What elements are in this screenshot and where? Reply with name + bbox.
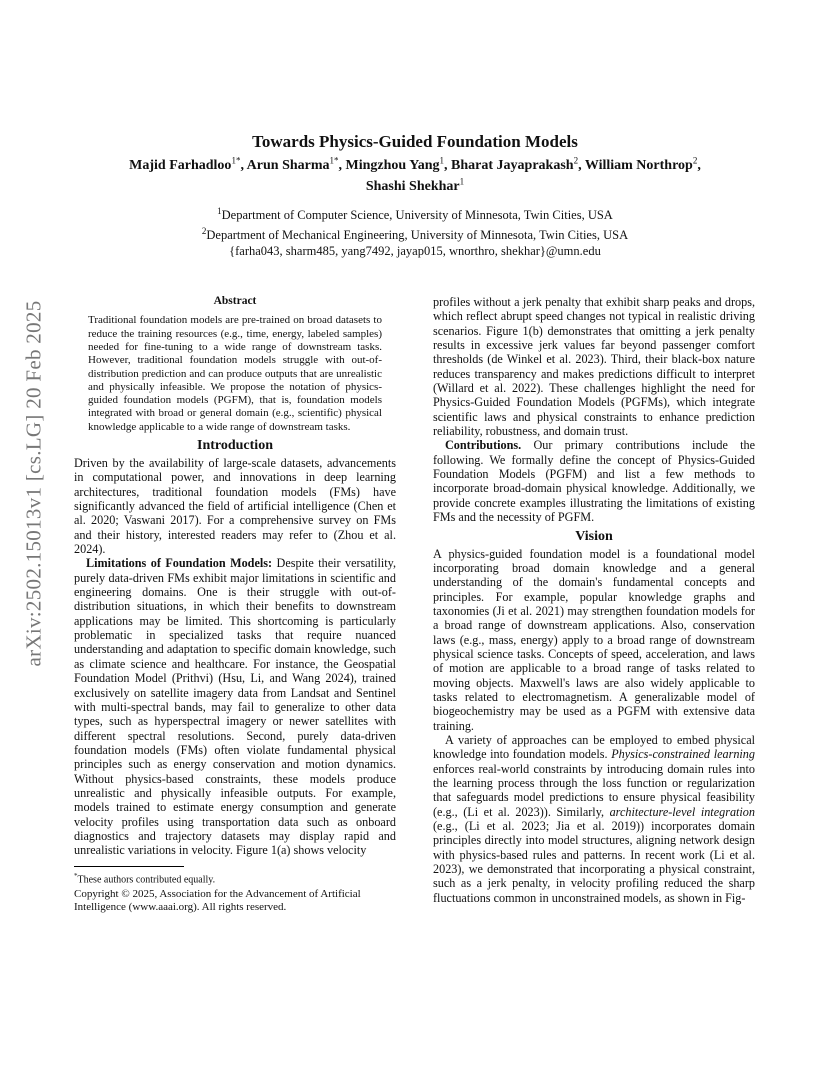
affiliation: $^2$Department of Mechanical Engineering, University of Minnesota, Twin Cities, USA [201, 225, 629, 243]
right-column [433, 295, 755, 905]
affiliations [74, 204, 756, 259]
author-list [74, 152, 756, 195]
abstract-heading: Abstract [213, 295, 257, 307]
emphasis: architecture-level integration [609, 804, 755, 819]
author: Mingzhou Yang$^1$, [345, 155, 452, 173]
vision-paragraph-1: A physics-guided foundation model is a foundational model incorporating broad domain knowledge and a general understanding of the domain's fundamental concepts and principles. For example, popular knowledge graphs and taxonomies (Ji et al. 2021) may strengthen foundation models for a broad range of downstream applications. Also, conservation laws (e.g., mass, energy) apply to a broad range of downstream physical science tasks. Concepts of speed, acceleration, and laws of motion are applicable to a broad range of tasks related to moving objects. Maxwell's laws are also widely applicable to tasks related to electromagnetism. A generalizable model of biogeochemistry may be used as a PGFM with extensive data training. [433, 546, 755, 733]
author: Arun Sharma$^{1*}$, [246, 155, 346, 173]
author: Bharat Jayaprakash$^2$, [451, 155, 585, 173]
footnote-rule [74, 866, 184, 867]
paper-title: Towards Physics-Guided Foundation Models [252, 132, 578, 151]
vision-heading: Vision [575, 528, 613, 544]
author: William Northrop$^2$, [584, 155, 701, 173]
intro-paragraph-2-cont: profiles without a jerk penalty that exhibit sharp peaks and drops, which reflect abrupt speed changes not typical in realistic driving scenarios. Figure 1(b) demonstrates that omitting a jerk penalty results in excessive jerk values far beyond passenger comfort thresholds (de Winkel et al. 2023). Third, their black-box nature reduces transparency and makes predictions difficult to interpret (Willard et al. 2022). These challenges highlight the need for Physics-Guided Foundation Models (PGFMs), which integrate scientific laws and physical constraints to enhance prediction reliability, robustness, and domain trust. [433, 295, 755, 439]
contributions-run-head: Contributions. [445, 438, 522, 453]
vision-paragraph-2: A variety of approaches can be employed to embed physical knowledge into foundation models. Physics-constrained learning enforces real-world constraints by introducing domain rules into the learning process through the loss function or regularization that safeguards model predictions to ensure physical feasibility (e.g., (Li et al. 2023)). Similarly, architecture-level integration (e.g., (Li et al. 2023; Jia et al. 2019)) incorporates domain principles directly into model structures, aligning network design with physics-based rules and patterns. In recent work (Li et al. 2023), we demonstrated that incorporating a physical constraint, such as a jerk penalty, in velocity profiling reduced the sharp fluctuations common in unconstrained models, as shown in Fig- [433, 732, 755, 905]
author: Majid Farhadloo$^{1*}$, [129, 155, 247, 173]
intro-paragraph-2: Limitations of Foundation Models: Despite their versatility, purely data-driven FMs exhibit major limitations in scientific and engineering domains. One is their struggle with out-of-distribution situations, in which their benefits to downstream applications may be limited. This shortcoming is particularly problematic in specialized tasks that require nuanced understanding and adaptation to specific domain knowledge, such as climate science and healthcare. For instance, the Geospatial Foundation Model (Prithvi) (Hsu, Li, and Wang 2024), trained exclusively on satellite imagery data from Landsat and Sentinel with multi-spectral bands, may fail to generalize to other data types, such as hyperspectral imagery or newer satellites with different spectral resolutions. Second, purely data-driven foundation models (FMs) often violate fundamental physical principles such as energy conservation and motion dynamics. Without physics-based constraints, these models produce unrealistic and physically infeasible outputs. For example, models trained to estimate energy consumption and generate velocity profiles using transportation data such as onboard diagnostics and trajectory datasets may display rapid and unrealistic variations in velocity. Figure 1(a) shows velocity [74, 556, 396, 858]
left-column [74, 294, 396, 914]
author: Shashi Shekhar$^1$ [365, 176, 465, 195]
affiliation: $^1$Department of Computer Science, University of Minnesota, Twin Cities, USA [217, 206, 613, 223]
limitations-run-head: Limitations of Foundation Models: [86, 556, 273, 571]
emphasis: Physics-constrained learning [611, 747, 755, 762]
arxiv-stamp-text: arXiv:2502.15013v1 [cs.LG] 20 Feb 2025 [21, 299, 46, 667]
title-block [74, 132, 756, 259]
copyright-notice: Copyright © 2025, Association for the Advancement of Artificial Intelligence (www.aaai.org). All rights reserved. [74, 887, 361, 913]
introduction-heading: Introduction [197, 438, 273, 454]
arxiv-stamp [4, 288, 64, 678]
author-emails: {farha043, sharm485, yang7492, jayap015, wnorthro, shekhar}@umn.edu [229, 243, 601, 258]
intro-paragraph-1: Driven by the availability of large-scale datasets, advancements in computational power, and innovations in deep learning architectures, traditional foundation models (FMs) have significantly advanced the field of artificial intelligence (Chen et al. 2020; Vaswani 2017). For a comprehensive survey on FMs and their history, interested readers may refer to (Zhou et al. 2024). [74, 456, 396, 557]
abstract-text: Traditional foundation models are pre-trained on broad datasets to reduce the training resources (e.g., time, energy, labeled samples) needed for fine-tuning to a wide range of downstream tasks. However, traditional foundation models struggle with out-of-distribution prediction and can produce outputs that are unrealistic and physically infeasible. We propose the notation of physics-guided foundation models (PGFM), that is, foundation models integrated with broad or general domain (e.g., scientific) physical knowledge applicable to a wide range of downstream tasks. [88, 314, 382, 433]
footnote: *These authors contributed equally. [74, 871, 216, 885]
contributions-paragraph: Contributions. Our primary contributions include the following. We formally define the concept of Physics-Guided Foundation Models (PGFM) and list a few methods to incorporate broad-domain physical knowledge. Additionally, we provide concrete examples illustrating the limitations of existing FMs and the necessity of PGFM. [433, 438, 755, 525]
